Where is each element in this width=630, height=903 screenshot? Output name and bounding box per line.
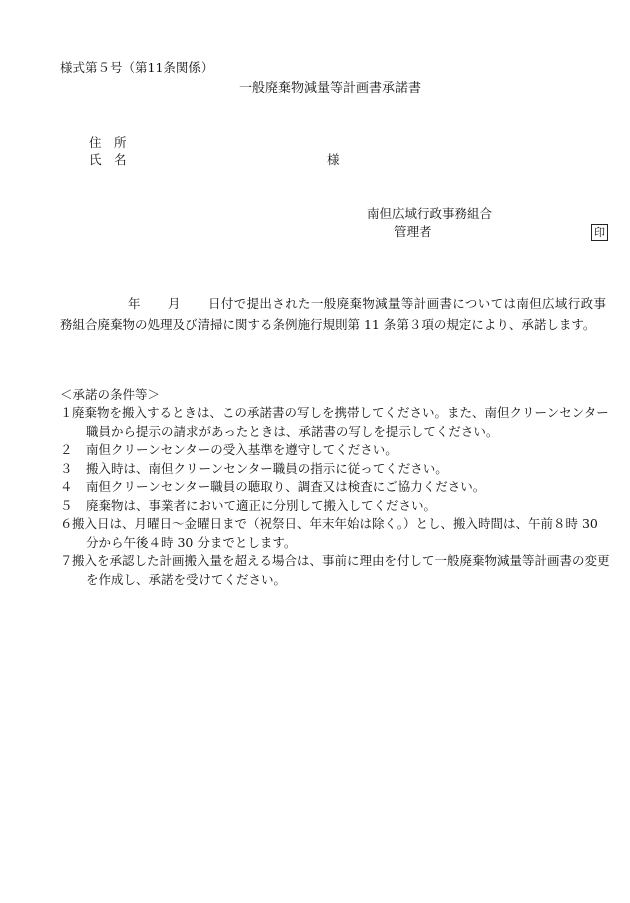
address-label: 住 所 (89, 135, 127, 150)
name-label: 氏 名 (89, 152, 127, 167)
form-label: 様式第５号（第11条関係） (60, 60, 214, 75)
document-title: 一般廃棄物減量等計画書承諾書 (239, 81, 422, 96)
approval-paragraph: 日付で提出された一般廃棄物減量等計画書については南但広域行政事務組合廃棄物の処理及び清掃に関する条例施行規則第 11 条第３項の規定により、承諾します。 (60, 296, 606, 332)
condition-text: 廃棄物を搬入するときは、この承諾書の写しを携帯してください。また、南但クリーンセンター職員から提示の請求があったときは、承諾書の写しを提示してください。 (72, 405, 609, 439)
condition-number: ５ (60, 497, 73, 513)
condition-number: ２ (60, 442, 73, 457)
condition-text: 搬入時は、南但クリーンセンター職員の指示に従ってください。 (86, 460, 448, 476)
condition-number: ３ (60, 460, 73, 476)
condition-item (60, 404, 610, 441)
month-label: 月 (168, 296, 181, 311)
seal-mark: 印 (591, 224, 608, 241)
condition-item (60, 552, 610, 589)
condition-item (60, 515, 610, 552)
condition-number: ４ (60, 479, 73, 494)
condition-item (60, 441, 610, 460)
condition-text: 南但クリーンセンター職員の聴取り、調査又は検査にご協力ください。 (86, 479, 486, 494)
condition-item (60, 460, 610, 479)
condition-item (60, 478, 610, 497)
condition-number: ７ (60, 553, 73, 568)
condition-text: 搬入を承認した計画搬入量を超える場合は、事前に理由を付して一般廃棄物減量等計画書の変更を作成し、承諾を受けてください。 (72, 553, 610, 587)
condition-text: 南但クリーンセンターの受入基準を遵守してください。 (86, 442, 398, 457)
year-label: 年 (128, 296, 141, 311)
condition-text: 搬入日は、月曜日～金曜日まで（祝祭日、年末年始は除く。）とし、搬入時間は、午前８時 30 分から午後４時 30 分までとします。 (72, 516, 598, 550)
condition-number: ６ (60, 516, 73, 531)
condition-item (60, 497, 610, 516)
condition-text: 廃棄物は、事業者において適正に分別して搬入してください。 (86, 497, 437, 513)
conditions-list (60, 404, 610, 589)
honorific: 様 (327, 152, 340, 167)
issuer-organization: 南但広域行政事務組合 (367, 206, 493, 221)
conditions-heading: ＜承諾の条件等＞ (60, 387, 161, 402)
issuer-role: 管理者 (394, 224, 432, 239)
condition-number: １ (60, 405, 73, 420)
